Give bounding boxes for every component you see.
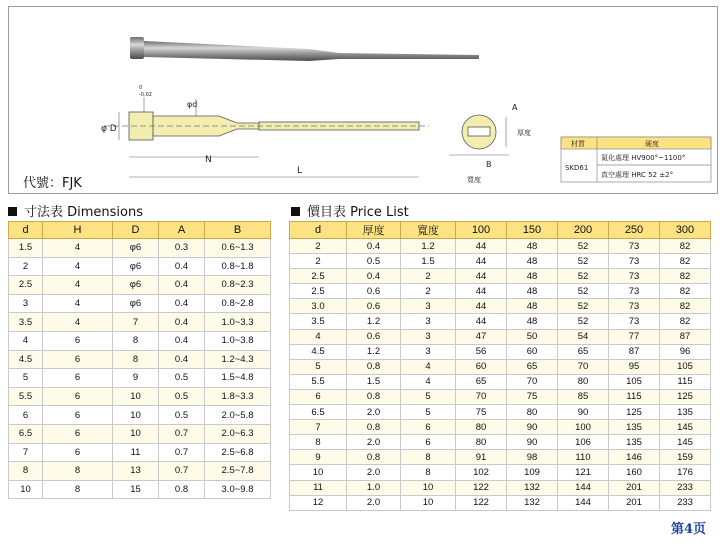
- price-cell: 4: [401, 374, 456, 389]
- dimensions-table: [8, 221, 271, 499]
- ejector-pin-drawing: [9, 7, 719, 195]
- table-row: [290, 374, 711, 389]
- price-cell: 0.6: [347, 284, 401, 299]
- dimensions-cell: 0.7: [159, 462, 205, 481]
- price-cell: 8: [401, 450, 456, 465]
- price-cell: 48: [507, 269, 558, 284]
- price-cell: 2.0: [347, 435, 401, 450]
- price-cell: 110: [558, 450, 609, 465]
- dim-A-label: A: [512, 103, 518, 112]
- price-cell: 201: [609, 480, 660, 495]
- price-cell: 44: [456, 239, 507, 254]
- thickness-label: 厚度: [517, 129, 531, 137]
- price-cell: 56: [456, 344, 507, 359]
- table-row: [9, 331, 271, 350]
- price-cell: 10: [290, 465, 347, 480]
- price-cell: 5: [401, 389, 456, 404]
- price-cell: 135: [660, 405, 711, 420]
- price-cell: 159: [660, 450, 711, 465]
- dim-L-label: L: [297, 166, 303, 176]
- dimensions-cell: 9: [113, 369, 159, 388]
- price-cell: 0.8: [347, 450, 401, 465]
- price-cell: 3: [401, 299, 456, 314]
- dimensions-cell: 0.7: [159, 443, 205, 462]
- price-cell: 1.5: [401, 254, 456, 269]
- price-cell: 7: [290, 420, 347, 435]
- price-cell: 95: [609, 359, 660, 374]
- price-cell: 144: [558, 480, 609, 495]
- price-cell: 10: [401, 480, 456, 495]
- price-cell: 44: [456, 284, 507, 299]
- dimensions-cell: 8: [113, 350, 159, 369]
- price-cell: 80: [456, 435, 507, 450]
- price-cell: 65: [456, 374, 507, 389]
- price-cell: 2.5: [290, 269, 347, 284]
- price-cell: 146: [609, 450, 660, 465]
- dimensions-header-cell: d: [9, 222, 43, 239]
- dimensions-cell: φ6: [113, 276, 159, 295]
- dimensions-header-row: [9, 222, 271, 239]
- table-row: [9, 294, 271, 313]
- price-cell: 12: [290, 495, 347, 510]
- dimensions-cell: 4: [43, 257, 113, 276]
- table-row: [290, 239, 711, 254]
- price-cell: 2.0: [347, 405, 401, 420]
- hardness-header: 硬度: [645, 140, 659, 148]
- price-cell: 5: [401, 405, 456, 420]
- dimensions-cell: 0.3: [159, 239, 205, 258]
- dimensions-cell: 6: [43, 331, 113, 350]
- price-cell: 48: [507, 254, 558, 269]
- price-cell: 75: [507, 389, 558, 404]
- dimensions-cell: 15: [113, 480, 159, 499]
- price-cell: 52: [558, 269, 609, 284]
- price-cell: 2: [290, 239, 347, 254]
- price-cell: 11: [290, 480, 347, 495]
- price-cell: 1.2: [347, 344, 401, 359]
- price-cell: 6: [401, 420, 456, 435]
- dimensions-cell: 6.5: [9, 424, 43, 443]
- price-cell: 73: [609, 254, 660, 269]
- price-cell: 4: [401, 359, 456, 374]
- table-row: [290, 269, 711, 284]
- dimensions-cell: 5: [9, 369, 43, 388]
- price-cell: 73: [609, 314, 660, 329]
- price-cell: 90: [507, 435, 558, 450]
- price-cell: 8: [401, 465, 456, 480]
- price-cell: 50: [507, 329, 558, 344]
- dimensions-cell: 0.4: [159, 257, 205, 276]
- table-row: [9, 350, 271, 369]
- dimensions-cell: φ6: [113, 294, 159, 313]
- dimensions-cell: 6: [43, 350, 113, 369]
- dimensions-cell: 10: [113, 387, 159, 406]
- price-header-cell: 寬度: [401, 222, 456, 239]
- price-cell: 47: [456, 329, 507, 344]
- dimensions-cell: 5.5: [9, 387, 43, 406]
- price-cell: 201: [609, 495, 660, 510]
- price-cell: 82: [660, 254, 711, 269]
- price-cell: 96: [660, 344, 711, 359]
- price-cell: 0.5: [347, 254, 401, 269]
- price-cell: 122: [456, 495, 507, 510]
- dimensions-cell: 1.0~3.3: [205, 313, 271, 332]
- dimensions-cell: 0.4: [159, 313, 205, 332]
- dimension-lines: [119, 97, 419, 177]
- price-cell: 2: [290, 254, 347, 269]
- dimensions-cell: 10: [113, 424, 159, 443]
- price-cell: 3.5: [290, 314, 347, 329]
- price-cell: 65: [558, 344, 609, 359]
- price-cell: 52: [558, 284, 609, 299]
- price-cell: 3: [401, 314, 456, 329]
- price-cell: 125: [660, 389, 711, 404]
- dimensions-title-text: 寸法表 Dimensions: [24, 205, 144, 220]
- price-cell: 60: [456, 359, 507, 374]
- price-cell: 145: [660, 435, 711, 450]
- price-cell: 0.8: [347, 420, 401, 435]
- price-cell: 85: [558, 389, 609, 404]
- dimensions-cell: 2: [9, 257, 43, 276]
- price-cell: 115: [660, 374, 711, 389]
- price-cell: 4.5: [290, 344, 347, 359]
- table-row: [290, 420, 711, 435]
- hardness-vacuum: 真空處理 HRC 52 ±2°: [601, 171, 674, 179]
- price-cell: 0.4: [347, 269, 401, 284]
- price-cell: 106: [558, 435, 609, 450]
- price-cell: 73: [609, 284, 660, 299]
- dimensions-cell: 4: [9, 331, 43, 350]
- price-cell: 2: [401, 284, 456, 299]
- price-cell: 52: [558, 254, 609, 269]
- dimensions-cell: 2.5~7.8: [205, 462, 271, 481]
- price-cell: 44: [456, 314, 507, 329]
- price-cell: 233: [660, 495, 711, 510]
- price-cell: 115: [609, 389, 660, 404]
- table-row: [9, 239, 271, 258]
- dimensions-cell: 0.4: [159, 294, 205, 313]
- price-header-cell: 150: [507, 222, 558, 239]
- price-header-cell: 250: [609, 222, 660, 239]
- pin-drawing: [104, 112, 429, 140]
- dimensions-cell: 13: [113, 462, 159, 481]
- price-cell: 82: [660, 239, 711, 254]
- product-code-label: 代號：FJK: [23, 176, 82, 191]
- price-cell: 48: [507, 239, 558, 254]
- price-cell: 70: [507, 374, 558, 389]
- dimensions-cell: 7: [9, 443, 43, 462]
- price-header-cell: 300: [660, 222, 711, 239]
- dimensions-cell: 3.5: [9, 313, 43, 332]
- price-cell: 233: [660, 480, 711, 495]
- price-cell: 48: [507, 314, 558, 329]
- dimensions-cell: 0.7: [159, 424, 205, 443]
- price-cell: 135: [609, 435, 660, 450]
- dimensions-cell: φ6: [113, 239, 159, 258]
- dimensions-cell: 6: [43, 369, 113, 388]
- dimensions-cell: 0.8~2.8: [205, 294, 271, 313]
- price-cell: 90: [507, 420, 558, 435]
- dim-phi-d: φd: [187, 100, 198, 109]
- price-cell: 1.2: [401, 239, 456, 254]
- price-cell: 73: [609, 269, 660, 284]
- dimensions-title: [8, 201, 143, 220]
- price-cell: 6.5: [290, 405, 347, 420]
- price-cell: 3: [401, 344, 456, 359]
- dimensions-cell: 2.0~6.3: [205, 424, 271, 443]
- material-table: [561, 137, 711, 182]
- price-cell: 75: [456, 405, 507, 420]
- price-cell: 98: [507, 450, 558, 465]
- price-cell: 73: [609, 239, 660, 254]
- price-cell: 82: [660, 314, 711, 329]
- dimensions-cell: 4: [43, 276, 113, 295]
- price-cell: 2.0: [347, 495, 401, 510]
- dimensions-cell: 8: [43, 480, 113, 499]
- dimensions-cell: 8: [113, 331, 159, 350]
- price-cell: 0.4: [347, 239, 401, 254]
- dimensions-cell: 6: [43, 406, 113, 425]
- price-cell: 77: [609, 329, 660, 344]
- table-row: [290, 435, 711, 450]
- dimensions-cell: 4.5: [9, 350, 43, 369]
- price-cell: 105: [660, 359, 711, 374]
- table-row: [9, 257, 271, 276]
- price-cell: 176: [660, 465, 711, 480]
- dimensions-cell: 4: [43, 294, 113, 313]
- price-cell: 5.5: [290, 374, 347, 389]
- pin-cross-section: [449, 115, 509, 155]
- dim-N-label: N: [205, 155, 212, 165]
- dimensions-cell: 7: [113, 313, 159, 332]
- dimensions-cell: 11: [113, 443, 159, 462]
- dimensions-cell: 2.5: [9, 276, 43, 295]
- price-cell: 48: [507, 284, 558, 299]
- price-cell: 5: [290, 359, 347, 374]
- price-cell: 6: [290, 389, 347, 404]
- dimensions-header-cell: D: [113, 222, 159, 239]
- price-header-cell: d: [290, 222, 347, 239]
- table-row: [290, 480, 711, 495]
- price-cell: 144: [558, 495, 609, 510]
- dimensions-cell: 0.5: [159, 387, 205, 406]
- price-cell: 4: [290, 329, 347, 344]
- price-cell: 44: [456, 254, 507, 269]
- price-cell: 82: [660, 269, 711, 284]
- dimensions-header-cell: H: [43, 222, 113, 239]
- table-row: [290, 254, 711, 269]
- price-cell: 90: [558, 405, 609, 420]
- dim-d-tol-top: 0: [139, 85, 143, 91]
- price-cell: 125: [609, 405, 660, 420]
- dim-d-tol-bottom: -0.02: [139, 92, 152, 98]
- dimensions-cell: 0.8~2.3: [205, 276, 271, 295]
- drawing-panel: [8, 6, 718, 194]
- price-cell: 52: [558, 239, 609, 254]
- price-cell: 1.2: [347, 314, 401, 329]
- price-cell: 80: [558, 374, 609, 389]
- dimensions-cell: 1.5~4.8: [205, 369, 271, 388]
- price-cell: 0.6: [347, 299, 401, 314]
- dimensions-cell: 0.8~1.8: [205, 257, 271, 276]
- dimensions-header-cell: B: [205, 222, 271, 239]
- table-row: [9, 313, 271, 332]
- square-bullet-icon: [291, 207, 300, 216]
- table-row: [290, 344, 711, 359]
- dimensions-cell: 0.8: [159, 480, 205, 499]
- price-list-table: [289, 221, 711, 511]
- price-cell: 65: [507, 359, 558, 374]
- dimensions-cell: 8: [43, 462, 113, 481]
- dimensions-header-cell: A: [159, 222, 205, 239]
- price-cell: 73: [609, 299, 660, 314]
- price-cell: 87: [660, 329, 711, 344]
- dimensions-cell: 6: [43, 424, 113, 443]
- table-row: [290, 405, 711, 420]
- pin-photo: [130, 37, 479, 61]
- dimensions-cell: 0.4: [159, 350, 205, 369]
- price-list-header-row: [290, 222, 711, 239]
- price-header-cell: 厚度: [347, 222, 401, 239]
- price-cell: 44: [456, 269, 507, 284]
- dimensions-cell: 4: [43, 239, 113, 258]
- price-cell: 80: [456, 420, 507, 435]
- dimensions-cell: 1.8~3.3: [205, 387, 271, 406]
- price-cell: 132: [507, 495, 558, 510]
- price-cell: 0.8: [347, 389, 401, 404]
- price-cell: 80: [507, 405, 558, 420]
- price-cell: 8: [290, 435, 347, 450]
- price-list-title-text: 價目表 Price List: [307, 205, 409, 220]
- dim-B-label: B: [486, 160, 492, 169]
- table-row: [290, 389, 711, 404]
- table-row: [9, 462, 271, 481]
- dimensions-cell: 1.0~3.8: [205, 331, 271, 350]
- table-row: [290, 495, 711, 510]
- dimensions-cell: 2.0~5.8: [205, 406, 271, 425]
- dimensions-cell: 10: [113, 406, 159, 425]
- page-number: 第4页: [670, 522, 706, 537]
- table-row: [290, 329, 711, 344]
- price-cell: 0.6: [347, 329, 401, 344]
- dimensions-cell: 1.5: [9, 239, 43, 258]
- price-cell: 10: [401, 495, 456, 510]
- dimensions-cell: 8: [9, 462, 43, 481]
- price-cell: 121: [558, 465, 609, 480]
- price-cell: 3.0: [290, 299, 347, 314]
- table-row: [9, 276, 271, 295]
- table-row: [290, 299, 711, 314]
- price-cell: 2.0: [347, 465, 401, 480]
- price-cell: 160: [609, 465, 660, 480]
- dimensions-cell: φ6: [113, 257, 159, 276]
- table-row: [9, 406, 271, 425]
- price-cell: 52: [558, 314, 609, 329]
- table-row: [9, 480, 271, 499]
- price-cell: 3: [401, 329, 456, 344]
- price-cell: 0.8: [347, 359, 401, 374]
- material-value: SKD61: [565, 164, 589, 172]
- width-label: 寬度: [467, 176, 481, 184]
- hardness-nitrided: 氮化處理 HV900°~1100°: [601, 154, 686, 162]
- price-list-title: [291, 201, 409, 220]
- table-row: [9, 443, 271, 462]
- dimensions-cell: 0.4: [159, 276, 205, 295]
- table-row: [290, 359, 711, 374]
- price-cell: 70: [456, 389, 507, 404]
- table-row: [9, 369, 271, 388]
- price-cell: 52: [558, 299, 609, 314]
- dimensions-cell: 10: [9, 480, 43, 499]
- price-cell: 109: [507, 465, 558, 480]
- price-cell: 1.0: [347, 480, 401, 495]
- price-cell: 105: [609, 374, 660, 389]
- dimensions-cell: 0.4: [159, 331, 205, 350]
- table-row: [290, 314, 711, 329]
- dimensions-cell: 1.2~4.3: [205, 350, 271, 369]
- dimensions-cell: 3: [9, 294, 43, 313]
- dimensions-cell: 6: [43, 387, 113, 406]
- price-header-cell: 100: [456, 222, 507, 239]
- price-cell: 132: [507, 480, 558, 495]
- price-cell: 2: [401, 269, 456, 284]
- price-header-cell: 200: [558, 222, 609, 239]
- price-cell: 122: [456, 480, 507, 495]
- price-cell: 9: [290, 450, 347, 465]
- price-cell: 100: [558, 420, 609, 435]
- dimensions-cell: 6: [43, 443, 113, 462]
- price-cell: 2.5: [290, 284, 347, 299]
- price-cell: 48: [507, 299, 558, 314]
- price-cell: 54: [558, 329, 609, 344]
- table-row: [9, 424, 271, 443]
- price-cell: 82: [660, 299, 711, 314]
- dimensions-cell: 4: [43, 313, 113, 332]
- price-cell: 102: [456, 465, 507, 480]
- table-row: [290, 450, 711, 465]
- dimensions-cell: 0.6~1.3: [205, 239, 271, 258]
- square-bullet-icon: [8, 207, 17, 216]
- price-cell: 60: [507, 344, 558, 359]
- table-row: [290, 284, 711, 299]
- price-cell: 145: [660, 420, 711, 435]
- table-row: [9, 387, 271, 406]
- dimensions-cell: 3.0~9.8: [205, 480, 271, 499]
- price-cell: 44: [456, 299, 507, 314]
- price-cell: 87: [609, 344, 660, 359]
- material-header: 材質: [571, 140, 585, 148]
- dim-D-label: φ D: [101, 124, 117, 134]
- price-cell: 91: [456, 450, 507, 465]
- price-cell: 135: [609, 420, 660, 435]
- price-cell: 70: [558, 359, 609, 374]
- dimensions-cell: 2.5~6.8: [205, 443, 271, 462]
- table-row: [290, 465, 711, 480]
- dimensions-cell: 0.5: [159, 406, 205, 425]
- price-cell: 82: [660, 284, 711, 299]
- dimensions-cell: 0.5: [159, 369, 205, 388]
- price-cell: 6: [401, 435, 456, 450]
- dimensions-cell: 6: [9, 406, 43, 425]
- price-cell: 1.5: [347, 374, 401, 389]
